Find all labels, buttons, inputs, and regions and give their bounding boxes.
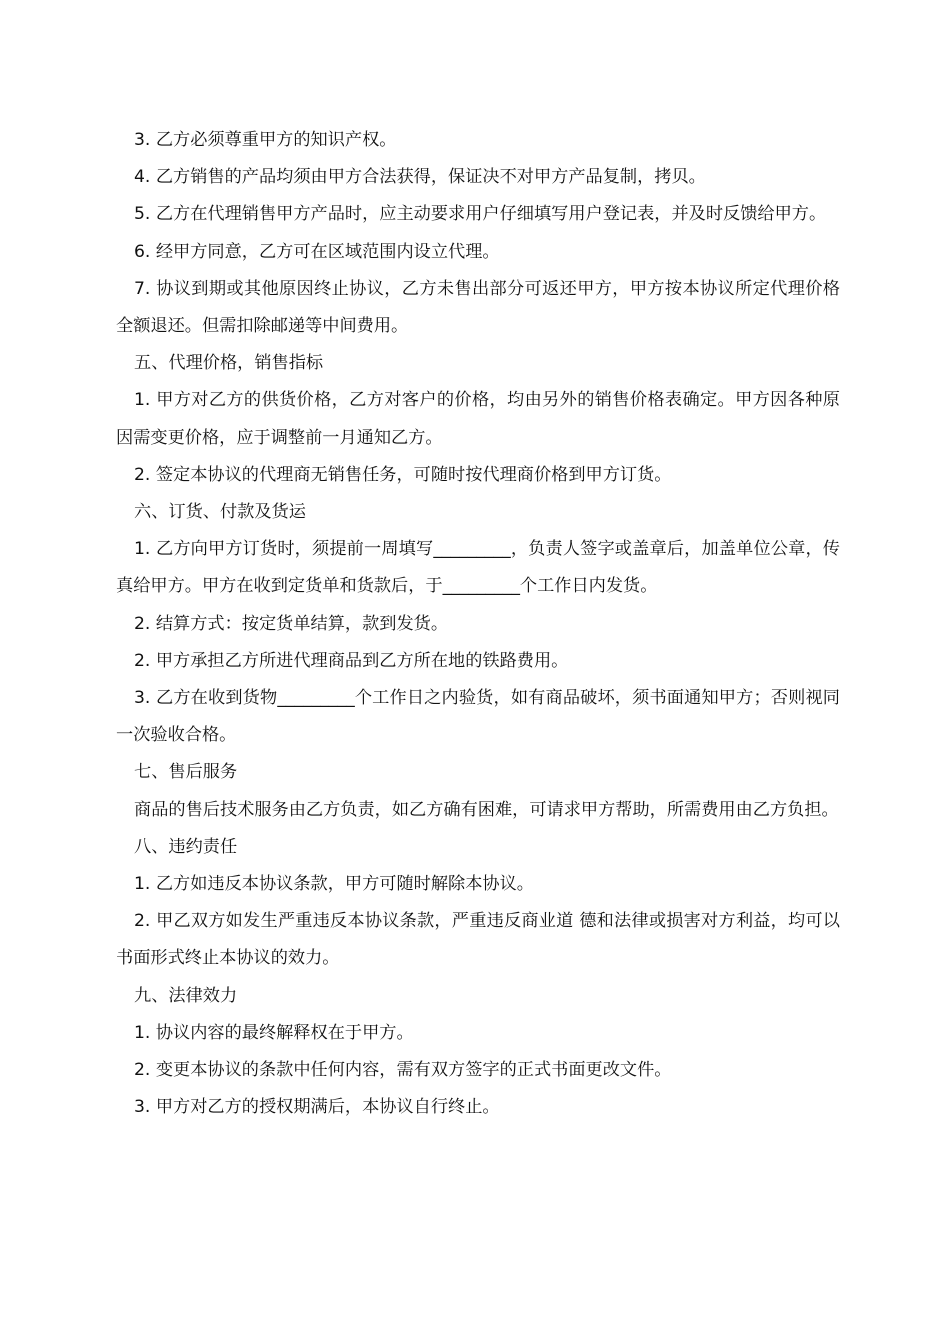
clause-9-item-2: 2. 变更本协议的条款中任何内容，需有双方签字的正式书面更改文件。 (134, 1060, 672, 1081)
section-heading-8: 八、违约责任 (134, 836, 238, 857)
clause-4-item-5: 5. 乙方在代理销售甲方产品时，应主动要求用户仔细填写用户登记表，并及时反馈给甲方。 (134, 204, 827, 225)
section-heading-6: 六、订货、付款及货运 (134, 502, 306, 523)
document-body (116, 122, 840, 1126)
clause-9-item-3: 3. 甲方对乙方的授权期满后，本协议自行终止。 (134, 1097, 500, 1118)
clause-8-item-1: 1. 乙方如违反本协议条款，甲方可随时解除本协议。 (134, 874, 534, 895)
clause-4-item-7: 7. 协议到期或其他原因终止协议，乙方未售出部分可返还甲方，甲方按本协议所定代理价格全额退还。但需扣除邮递等中间费用。 (116, 278, 840, 337)
clause-4-item-3: 3. 乙方必须尊重甲方的知识产权。 (134, 130, 397, 150)
clause-5-item-1: 1. 甲方对乙方的供货价格，乙方对客户的价格，均由另外的销售价格表确定。甲方因各种原因需变更价格，应于调整前一月通知乙方。 (116, 390, 840, 448)
clause-8-item-2: 2. 甲乙双方如发生严重违反本协议条款，严重违反商业道 德和法律或损害对方利益，均可以书面形式终止本协议的效力。 (116, 911, 840, 969)
clause-6-item-2b: 2. 甲方承担乙方所进代理商品到乙方所在地的铁路费用。 (134, 650, 569, 671)
section-heading-5: 五、代理价格，销售指标 (134, 353, 324, 374)
section-heading-9: 九、法律效力 (134, 985, 238, 1006)
clause-4-item-4: 4. 乙方销售的产品均须由甲方合法获得，保证决不对甲方产品复制，拷贝。 (134, 167, 706, 188)
section-heading-7: 七、售后服务 (134, 762, 238, 783)
clause-6-item-3: 3. 乙方在收到货物_________个工作日之内验货，如有商品破坏，须书面通知甲方；否则视同一次验收合格。 (116, 688, 840, 746)
clause-9-item-1: 1. 协议内容的最终解释权在于甲方。 (134, 1022, 414, 1043)
clause-6-item-2a: 2. 结算方式：按定货单结算，款到发货。 (134, 613, 449, 634)
clause-5-item-2: 2. 签定本协议的代理商无销售任务，可随时按代理商价格到甲方订货。 (134, 464, 672, 485)
clause-7-body: 商品的售后技术服务由乙方负责，如乙方确有困难，可请求甲方帮助，所需费用由乙方负担。 (134, 799, 839, 820)
clause-6-item-1: 1. 乙方向甲方订货时，须提前一周填写_________，负责人签字或盖章后，加盖单位公章，传真给甲方。甲方在收到定货单和货款后，于_________个工作日内发货。 (116, 539, 840, 597)
clause-4-item-6: 6. 经甲方同意，乙方可在区域范围内设立代理。 (134, 241, 500, 262)
